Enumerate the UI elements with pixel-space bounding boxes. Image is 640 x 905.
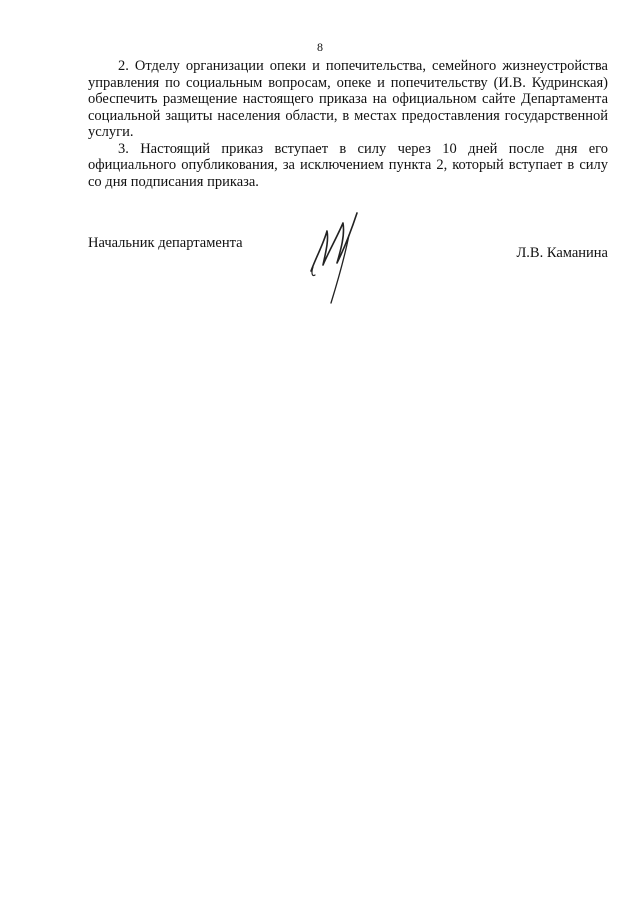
paragraph-2: 2. Отделу организации опеки и попечительства, семейного жизнеустройства управления по социальным вопросам, опеке и попечительству (И.В. Кудринская) обеспечить размещение настоящего приказа на официальном сайте Департамента социальной защиты населения области, в местах предоставления государственной услуги. bbox=[88, 58, 608, 140]
document-body bbox=[88, 58, 608, 190]
handwritten-signature bbox=[303, 207, 373, 307]
signature-block bbox=[88, 235, 608, 315]
signatory-name: Л.В. Каманина bbox=[516, 245, 608, 261]
paragraph-3: 3. Настоящий приказ вступает в силу через 10 дней после дня его официального опубликования, за исключением пункта 2, который вступает в силу со дня подписания приказа. bbox=[88, 140, 608, 190]
page-number: 8 bbox=[317, 40, 323, 54]
signatory-position: Начальник департамента bbox=[88, 235, 243, 251]
